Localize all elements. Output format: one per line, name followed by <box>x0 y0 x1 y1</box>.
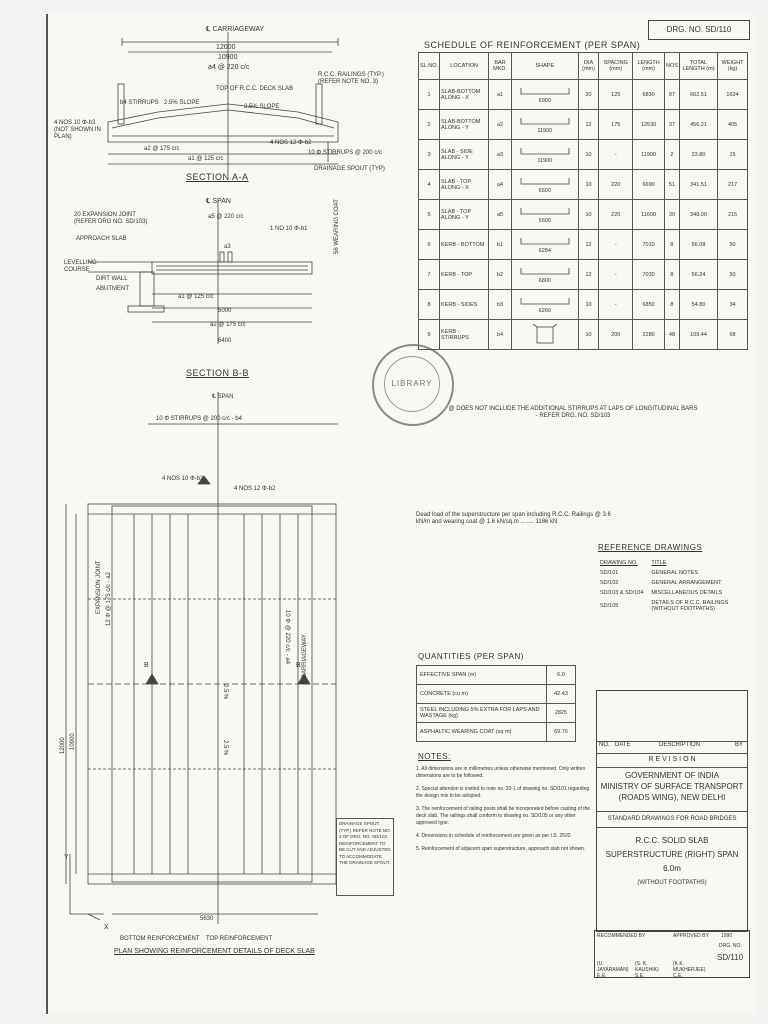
schedule-cell-sl: 8 <box>419 290 440 320</box>
schedule-cell-mark: a1 <box>489 80 512 110</box>
section-b-bar-a1: a1 @ 125 c/c <box>178 294 214 300</box>
bar-shape-length: 11900 <box>537 127 553 134</box>
bar-shape-sketch <box>513 146 577 158</box>
quantity-value: 69.76 <box>547 723 576 742</box>
notes-list <box>416 766 592 859</box>
schedule-cell-weight: 50 <box>718 260 748 290</box>
plan-slope1: 2.5 % <box>222 684 228 700</box>
bar-shape-length: 6284 <box>538 247 551 254</box>
schedule-cell-mark: a3 <box>489 140 512 170</box>
quantity-row <box>417 666 576 685</box>
schedule-cell-total: 109.44 <box>679 320 717 350</box>
col-length: LENGTH (mm) <box>633 53 665 80</box>
quantities-title: QUANTITIES (PER SPAN) <box>418 652 524 661</box>
schedule-cell-mark: b3 <box>489 290 512 320</box>
schedule-cell-sl: 9 <box>419 320 440 350</box>
plan-nos-b3: 4 NOS 10 Φ-b3 <box>162 476 204 482</box>
col-total-length: TOTAL LENGTH (m) <box>679 53 717 80</box>
notes-title: NOTES: <box>418 752 451 761</box>
schedule-cell-mark: a2 <box>489 110 512 140</box>
schedule-cell-length: 11900 <box>633 140 665 170</box>
org-line-1: GOVERNMENT OF INDIA <box>624 771 720 780</box>
section-a-slope-left: 2.5% SLOPE <box>164 100 200 106</box>
drawing-title-1: R.C.C. SOLID SLAB <box>635 836 709 845</box>
schedule-cell-sl: 1 <box>419 80 440 110</box>
reference-title: REFERENCE DRAWINGS <box>598 543 703 552</box>
schedule-cell-sl: 5 <box>419 200 440 230</box>
section-b-nos-b1: 1 NO 10 Φ-b1 <box>270 226 308 232</box>
section-a-top-bar: a4 @ 220 c/c <box>208 64 250 71</box>
plan-dim-10900: 10900 <box>70 733 76 750</box>
plan-carriageway: ℄ CARRIAGEWAY <box>302 634 308 684</box>
schedule-cell-total: 56.24 <box>679 260 717 290</box>
schedule-cell-mark: b2 <box>489 260 512 290</box>
plan-top-label: TOP REINFORCEMENT <box>206 936 273 942</box>
schedule-cell-mark: b4 <box>489 320 512 350</box>
section-b-dim-6400: 6400 <box>218 338 232 344</box>
schedule-cell-spacing: - <box>599 140 633 170</box>
schedule-row <box>419 140 748 170</box>
schedule-cell-dia: 10 <box>578 200 599 230</box>
col-shape: SHAPE <box>511 53 578 80</box>
reference-number: SD/101 <box>600 570 619 576</box>
note-item: 1. All dimensions are in millimetres unless otherwise mentioned. Only written dimensions are to be followed. <box>416 766 586 779</box>
schedule-cell-loc: KERB - STIRRUPS <box>440 320 489 350</box>
quantity-row <box>417 704 576 723</box>
section-b-expansion: 20 EXPANSION JOINT (REFER DRG NO. SD/103) <box>74 212 148 225</box>
schedule-row <box>419 80 748 110</box>
schedule-cell-total: 56.08 <box>679 230 717 260</box>
bar-shape-sketch <box>513 236 577 248</box>
schedule-cell-shape <box>511 140 578 170</box>
schedule-cell-loc: KERB - TOP <box>440 260 489 290</box>
schedule-cell-length: 11600 <box>633 200 665 230</box>
schedule-cell-nos: 8 <box>665 260 680 290</box>
schedule-cell-loc: SLAB - TOP ALONG - X <box>440 170 489 200</box>
drg-no-value: SD/110 <box>717 953 744 962</box>
schedule-cell-spacing: 200 <box>599 320 633 350</box>
bar-shape-length: 6800 <box>538 277 551 284</box>
series-label: STANDARD DRAWINGS FOR ROAD BRIDGES <box>597 811 747 826</box>
schedule-cell-dia: 10 <box>578 290 599 320</box>
rev-col-desc: DESCRIPTION <box>659 742 701 748</box>
bar-shape-sketch <box>513 266 577 278</box>
schedule-cell-shape <box>511 320 578 350</box>
section-b-approach: APPROACH SLAB <box>76 236 127 242</box>
schedule-row <box>419 170 748 200</box>
rev-col-by: BY <box>734 742 743 748</box>
col-weight: WEIGHT (kg) <box>718 53 748 80</box>
note-item: 3. The reinforcement of railing posts shall be incorporated before casting of the deck slab. The railings shall conform to drawing no. SD/105 or any other approved type. <box>416 806 591 826</box>
rev-col-date: DATE <box>615 742 631 748</box>
library-stamp <box>372 344 454 426</box>
schedule-cell-nos: 8 <box>665 290 680 320</box>
schedule-cell-nos: 8 <box>665 230 680 260</box>
library-stamp-text: LIBRARY <box>384 356 440 412</box>
schedule-cell-weight: 68 <box>718 320 748 350</box>
section-b-span: ℄ SPAN <box>206 198 231 205</box>
schedule-cell-spacing: 220 <box>599 200 633 230</box>
schedule-row <box>419 200 748 230</box>
reference-number: SD/103 & SD/104 <box>600 590 644 596</box>
bar-shape-length: 6500 <box>538 187 551 194</box>
drawing-title-3: (WITHOUT FOOTPATHS) <box>637 880 707 886</box>
org-line-3: (ROADS WING), NEW DELHI <box>618 793 726 802</box>
schedule-cell-mark: a4 <box>489 170 512 200</box>
section-b-title: SECTION B-B <box>186 368 250 378</box>
reference-row <box>596 578 745 588</box>
signature-ce: (K.K. MUKHERJEE) C.E. <box>673 961 706 979</box>
quantity-label: ASPHALTIC WEARING COAT (sq m) <box>417 723 547 742</box>
schedule-cell-loc: SLAB - TOP ALONG - Y <box>440 200 489 230</box>
schedule-cell-dia: 10 <box>578 170 599 200</box>
col-location: LOCATION <box>440 53 489 80</box>
bar-shape-sketch <box>513 206 577 218</box>
quantity-row <box>417 685 576 704</box>
schedule-row <box>419 260 748 290</box>
schedule-title: SCHEDULE OF REINFORCEMENT (PER SPAN) <box>424 40 641 50</box>
schedule-row <box>419 320 748 350</box>
schedule-cell-weight: 50 <box>718 230 748 260</box>
reference-title-cell: GENERAL ARRANGEMENT <box>651 580 722 586</box>
schedule-cell-weight: 215 <box>718 200 748 230</box>
col-dia: DIA (mm) <box>578 53 599 80</box>
plan-x-axis: X <box>104 924 109 931</box>
plan-b-mark-left: B <box>144 662 149 669</box>
note-item: 4. Dimensions in schedule of reinforcement are given as per I.S. 2502. <box>416 833 572 839</box>
plan-dim-12000: 12000 <box>60 737 66 754</box>
reference-drawings-table <box>596 558 745 614</box>
drawing-number-box: DRG. NO. SD/110 <box>648 20 750 40</box>
reinforcement-schedule-table <box>418 52 748 350</box>
section-b-bar-a3: a3 <box>224 244 231 250</box>
drg-no-label: DRG. NO. <box>719 943 742 949</box>
schedule-cell-loc: SLAB-BOTTOM ALONG - X <box>440 80 489 110</box>
schedule-cell-sl: 3 <box>419 140 440 170</box>
schedule-cell-loc: SLAB - SIDE ALONG - Y <box>440 140 489 170</box>
section-a-railing: R.C.C. RAILINGS (TYP.) (REFER NOTE NO. 3) <box>318 72 384 85</box>
schedule-cell-dia: 10 <box>578 320 599 350</box>
recommended-by: RECOMMENDED BY <box>597 933 646 939</box>
schedule-cell-nos: 48 <box>665 320 680 350</box>
plan-a2-label: 12 Φ @ 175 c/c - a2 <box>106 572 112 626</box>
plan-caption: PLAN SHOWING REINFORCEMENT DETAILS OF DECK SLAB <box>114 948 315 955</box>
drawing-title-2: SUPERSTRUCTURE (RIGHT) SPAN 6.0m <box>605 850 739 873</box>
schedule-cell-spacing: - <box>599 230 633 260</box>
quantity-label: EFFECTIVE SPAN (m) <box>417 666 547 685</box>
schedule-cell-length: 7010 <box>633 230 665 260</box>
note-item: 2. Special attention is invited to note no. 20-1 of drawing no. SD/101 regarding the design mix to be adopted. <box>416 786 590 799</box>
schedule-row <box>419 230 748 260</box>
reference-row <box>596 568 745 578</box>
schedule-cell-length: 6690 <box>633 170 665 200</box>
bar-shape-length: 6260 <box>538 307 551 314</box>
section-a-nos-left: 4 NOS 10 Φ-b3 (NOT SHOWN IN PLAN) <box>54 120 101 140</box>
schedule-cell-shape <box>511 80 578 110</box>
schedule-cell-total: 662.51 <box>679 80 717 110</box>
schedule-cell-spacing: - <box>599 260 633 290</box>
section-a-drainage: DRAINAGE SPOUT (TYP) <box>314 166 385 172</box>
schedule-cell-weight: 34 <box>718 290 748 320</box>
quantities-table <box>416 665 576 742</box>
schedule-cell-nos: 51 <box>665 170 680 200</box>
schedule-cell-weight: 1634 <box>718 80 748 110</box>
bar-shape-length: 6900 <box>538 97 551 104</box>
schedule-cell-shape <box>511 110 578 140</box>
approved-by: APPROVED BY <box>673 933 709 939</box>
plan-bottom-label: BOTTOM REINFORCEMENT <box>120 936 200 942</box>
schedule-cell-nos: 37 <box>665 110 680 140</box>
schedule-cell-shape <box>511 200 578 230</box>
section-a-dim-inner: 10900 <box>218 54 238 61</box>
section-a-title: SECTION A-A <box>186 172 249 182</box>
schedule-cell-weight: 405 <box>718 110 748 140</box>
schedule-cell-sl: 4 <box>419 170 440 200</box>
plan-dim-5630: 5630 <box>200 916 214 922</box>
bar-shape-length: 11900 <box>537 157 553 164</box>
signature-se: (S. K. KAUSHIK) S.E. <box>635 961 659 979</box>
section-b-wearing: 56 WEARING COAT <box>334 199 340 254</box>
section-b-levelling: LEVELLING COURSE <box>64 260 97 273</box>
schedule-cell-shape <box>511 290 578 320</box>
schedule-cell-sl: 7 <box>419 260 440 290</box>
schedule-cell-total: 341.51 <box>679 170 717 200</box>
approval-year: 1990 <box>721 933 733 939</box>
ref-col-title: TITLE <box>651 560 667 566</box>
schedule-cell-spacing: 175 <box>599 110 633 140</box>
schedule-cell-dia: 12 <box>578 230 599 260</box>
col-bar-mark: BAR MKD. <box>489 53 512 80</box>
ref-col-no: DRAWING NO. <box>600 560 638 566</box>
plan-nos-b2: 4 NOS 12 Φ-b2 <box>234 486 276 492</box>
schedule-cell-total: 54.80 <box>679 290 717 320</box>
schedule-cell-nos: 30 <box>665 200 680 230</box>
schedule-cell-dia: 20 <box>578 80 599 110</box>
section-a-deck-top: TOP OF R.C.C. DECK SLAB <box>216 86 294 92</box>
schedule-cell-sl: 2 <box>419 110 440 140</box>
reference-number: SD/105 <box>600 603 619 609</box>
schedule-row <box>419 110 748 140</box>
quantity-value: 6.0 <box>547 666 576 685</box>
schedule-cell-nos: 2 <box>665 140 680 170</box>
schedule-cell-length: 12530 <box>633 110 665 140</box>
schedule-cell-loc: KERB - BOTTOM <box>440 230 489 260</box>
bar-shape-sketch <box>513 86 577 98</box>
schedule-cell-dia: 12 <box>578 260 599 290</box>
schedule-cell-spacing: 125 <box>599 80 633 110</box>
schedule-cell-mark: b1 <box>489 230 512 260</box>
drawing-title-block <box>597 827 747 894</box>
title-block <box>596 690 748 932</box>
section-a-carriageway: ℄ CARRIAGEWAY <box>206 26 265 33</box>
bar-shape-sketch <box>513 296 577 308</box>
rev-col-no: NO. <box>599 742 610 748</box>
plan-b-mark-right: B <box>296 662 301 669</box>
quantity-label: STEEL INCLUDING 5% EXTRA FOR LAPS AND WASTAGE (kg) <box>417 704 547 723</box>
section-b-abutment: ABUTMENT <box>96 286 129 292</box>
schedule-cell-dia: 10 <box>578 140 599 170</box>
revision-header-row <box>597 741 747 752</box>
plan-span: ℄ SPAN <box>212 394 234 400</box>
schedule-cell-weight: 15 <box>718 140 748 170</box>
drainage-note-box: DRAINAGE SPOUT (TYP.) REFER NOTE NO. 2 OF DRG. NO. SD/102. REINFORCEMENT TO BE CUT AND ADJUSTED TO ACCOMMODATE THE DRAINAGE SPOUT. <box>336 818 394 896</box>
schedule-cell-loc: SLAB-BOTTOM ALONG - Y <box>440 110 489 140</box>
signature-ee: (U. JAYARAMAN) E.E. <box>597 961 629 979</box>
section-b-dim-5000: 5000 <box>218 308 232 314</box>
section-b-bar-a5: a5 @ 220 c/c <box>208 214 244 220</box>
quantity-label: CONCRETE (cu m) <box>417 685 547 704</box>
signature-strip <box>594 930 750 978</box>
schedule-cell-length: 7030 <box>633 260 665 290</box>
schedule-cell-spacing: 220 <box>599 170 633 200</box>
section-a-bottom-bar2: a1 @ 125 c/c <box>188 156 224 162</box>
reference-number: SD/102 <box>600 580 619 586</box>
schedule-cell-shape <box>511 260 578 290</box>
reference-row <box>596 598 745 614</box>
section-a-dim-total: 12000 <box>216 44 236 51</box>
quantity-value: 42.43 <box>547 685 576 704</box>
schedule-cell-weight: 217 <box>718 170 748 200</box>
schedule-cell-total: 348.00 <box>679 200 717 230</box>
reference-row <box>596 588 745 598</box>
schedule-cell-nos: 97 <box>665 80 680 110</box>
plan-expansion: EXPANSION JOINT <box>96 560 102 614</box>
plan-stirrups: 10 Φ STIRRUPS @ 200 c/c - b4 <box>156 416 242 422</box>
schedule-row <box>419 290 748 320</box>
bar-shape-length: 5600 <box>538 217 551 224</box>
col-nos: NOS <box>665 53 680 80</box>
schedule-cell-sl: 6 <box>419 230 440 260</box>
plan-slope2: 2.5 % <box>222 740 228 756</box>
reference-title-cell: GENERAL NOTES <box>651 570 698 576</box>
plan-y-axis: Y <box>64 854 69 861</box>
stirrup-shape-sketch <box>525 324 565 346</box>
schedule-cell-shape <box>511 230 578 260</box>
revision-label: R E V I S I O N <box>597 753 747 766</box>
schedule-cell-mark: a5 <box>489 200 512 230</box>
reference-title-cell: MISCELLANEOUS DETAILS <box>651 590 723 596</box>
schedule-footnote: @ DOES NOT INCLUDE THE ADDITIONAL STIRRUPS AT LAPS OF LONGITUDINAL BARS - REFER DRG. NO. SD/103 <box>448 406 698 419</box>
schedule-cell-shape <box>511 170 578 200</box>
col-sl-no: SL.NO. <box>419 53 440 80</box>
section-a-nos-right: 4 NOS 12 Φ-b2 <box>270 140 312 146</box>
org-block <box>597 767 747 810</box>
schedule-cell-loc: KERB - SIDES <box>440 290 489 320</box>
schedule-header-row <box>419 53 748 80</box>
dead-load-note: Dead load of the superstructure per span including R.C.C. Railings @ 3.6 kN/m and wearing coat @ 1.6 kN/sq.m ........ 1186 kN <box>416 512 611 525</box>
bar-shape-sketch <box>513 176 577 188</box>
section-b-bar-a2: a2 @ 175 c/c <box>210 322 246 328</box>
quantity-row <box>417 723 576 742</box>
section-a-stirrup-right: 10 Φ STIRRUPS @ 200 c/c <box>308 150 382 156</box>
section-a-slope-right: 2.5% SLOPE <box>244 104 280 110</box>
schedule-cell-total: 23.80 <box>679 140 717 170</box>
schedule-cell-length: 6850 <box>633 290 665 320</box>
schedule-cell-length: 6830 <box>633 80 665 110</box>
reference-title-cell: DETAILS OF R.C.C. RAILINGS (WITHOUT FOOTPATHS) <box>651 600 729 612</box>
org-line-2: MINISTRY OF SURFACE TRANSPORT <box>600 782 744 791</box>
section-b-dirt-wall: DIRT WALL <box>96 276 128 282</box>
schedule-cell-length: 2280 <box>633 320 665 350</box>
note-item: 5. Reinforcement of adjacent span superstructure, approach slab not shown. <box>416 846 586 852</box>
section-a-bottom-bar: a2 @ 175 c/c <box>144 146 180 152</box>
col-spacing: SPACING (mm) <box>599 53 633 80</box>
bar-shape-sketch <box>513 116 577 128</box>
schedule-cell-dia: 12 <box>578 110 599 140</box>
quantity-value: 2825 <box>547 704 576 723</box>
plan-a4-label: 10 Φ @ 220 c/c - a4 <box>284 610 290 664</box>
section-a-stirrups: b4 STIRRUPS <box>120 100 159 106</box>
schedule-cell-spacing: - <box>599 290 633 320</box>
schedule-cell-total: 456.21 <box>679 110 717 140</box>
